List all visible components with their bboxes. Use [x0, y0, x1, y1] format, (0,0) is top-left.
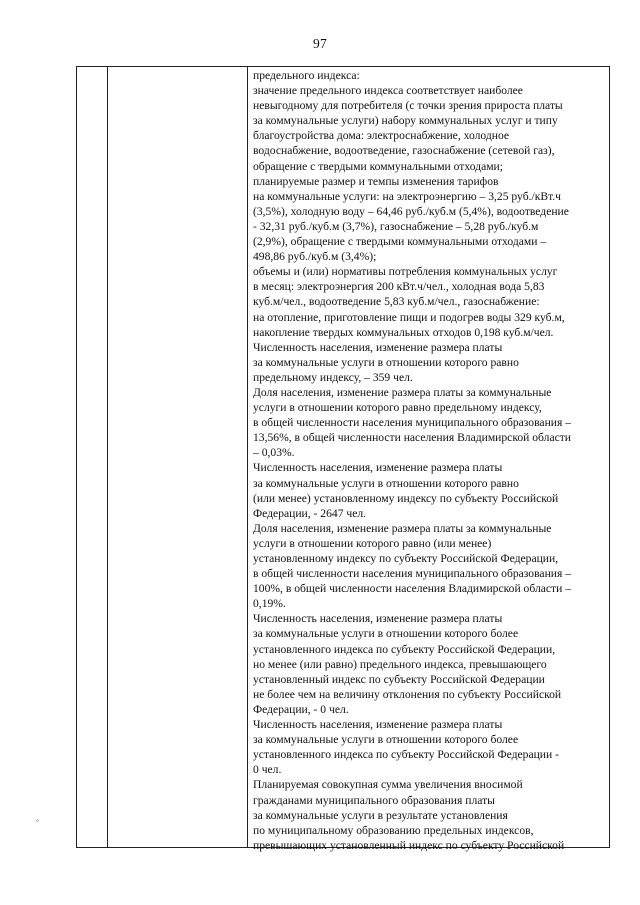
table-border-left	[76, 67, 77, 847]
column-divider-1	[107, 67, 108, 847]
text-line: на коммунальные услуги: на электроэнергию – 3,25 руб./кВт.ч	[253, 189, 561, 203]
text-line: Доля населения, изменение размера платы за коммунальные	[253, 385, 552, 399]
text-line: Планируемая совокупная сумма увеличения вносимой	[253, 778, 523, 792]
text-line: предельному индексу, – 359 чел.	[253, 370, 413, 384]
text-line: 100%, в общей численности населения Владимирской области –	[253, 582, 572, 596]
text-line: за коммунальные услуги в результате установления	[253, 808, 508, 822]
text-line: (2,9%), обращение с твердыми коммунальными отходами –	[253, 235, 547, 249]
text-line: Численность населения, изменение размера платы	[253, 461, 503, 475]
text-line: (или менее) установленному индексу по субъекту Российской	[253, 491, 559, 505]
column-divider-2	[247, 67, 248, 847]
text-line: 0,19%.	[253, 597, 286, 611]
text-line: Численность населения, изменение размера платы	[253, 718, 503, 732]
text-line: за коммунальные услуги в отношении которого более	[253, 627, 519, 641]
text-line: Численность населения, изменение размера платы	[253, 340, 503, 354]
text-line: 0 чел.	[253, 763, 282, 777]
text-line: значение предельного индекса соответствует наиболее	[253, 84, 523, 98]
margin-mark: °	[36, 818, 40, 827]
text-line: в общей численности населения муниципального образования –	[253, 416, 572, 430]
text-line: накопление твердых коммунальных отходов 0,198 куб.м/чел.	[253, 325, 554, 339]
text-line: 498,86 руб./куб.м (3,4%);	[253, 250, 377, 264]
text-line: предельного индекса:	[253, 69, 360, 82]
text-line: по муниципальному образованию предельных индексов,	[253, 823, 534, 837]
text-line: объемы и (или) нормативы потребления коммунальных услуг	[253, 265, 558, 279]
text-line: установленному индексу по субъекту Российской Федерации,	[253, 552, 559, 565]
text-line: обращение с твердыми коммунальными отходами;	[253, 159, 503, 173]
text-line: – 0,03%.	[253, 446, 295, 460]
document-table	[76, 66, 610, 852]
text-line: услуги в отношении которого равно предельному индексу,	[253, 401, 542, 415]
text-line: за коммунальные услуги в отношении которого равно	[253, 476, 519, 490]
text-line: в общей численности населения муниципального образования –	[253, 567, 572, 581]
text-line: за коммунальные услуги в отношении которого равно	[253, 355, 519, 369]
text-line: планируемые размер и темпы изменения тарифов	[253, 174, 499, 188]
text-line: 13,56%, в общей численности населения Владимирской области	[253, 431, 572, 445]
text-line: установленного индекса по субъекту Российской Федерации -	[253, 748, 559, 762]
text-line: гражданами муниципального образования платы	[253, 793, 495, 807]
text-line: установленного индекса по субъекту Российской Федерации,	[253, 642, 556, 656]
text-line: Доля населения, изменение размера платы за коммунальные	[253, 521, 552, 535]
text-line: благоустройства дома: электроснабжение, холодное	[253, 129, 510, 143]
page-number: 97	[313, 36, 327, 51]
text-line: водоснабжение, водоотведение, газоснабжение (сетевой газ),	[253, 144, 555, 158]
text-line: не более чем на величину отклонения по субъекту Российской	[253, 687, 562, 701]
text-line: услуги в отношении которого равно (или менее)	[253, 536, 492, 550]
text-line: Федерации, - 2647 чел.	[253, 506, 367, 520]
text-line: невыгодному для потребителя (с точки зрения прироста платы	[253, 99, 563, 113]
text-line: за коммунальные услуги) набору коммунальных услуг и типу	[253, 114, 558, 128]
text-line: установленный индекс по субъекту Российской Федерации	[253, 672, 545, 686]
text-line: куб.м/чел., водоотведение 5,83 куб.м/чел., газоснабжение:	[253, 295, 540, 309]
text-line: (3,5%), холодную воду – 64,46 руб./куб.м (5,4%), водоотведение	[253, 204, 569, 218]
text-line: но менее (или равно) предельного индекса, превышающего	[253, 657, 547, 671]
text-line: Численность населения, изменение размера платы	[253, 612, 503, 626]
text-line: - 32,31 руб./куб.м (3,7%), газоснабжение – 5,28 руб./куб.м	[253, 219, 539, 233]
text-line: на отопление, приготовление пищи и подогрев воды 329 куб.м,	[253, 310, 565, 324]
text-line: в месяц: электроэнергия 200 кВт.ч/чел., холодная вода 5,83	[253, 280, 545, 294]
text-line: за коммунальные услуги в отношении которого более	[253, 733, 519, 747]
table-cell-text	[253, 68, 605, 853]
text-line: превышающих установленный индекс по субъекту Российской	[253, 838, 565, 852]
table-border-right	[609, 67, 610, 847]
text-line: Федерации, - 0 чел.	[253, 702, 349, 716]
